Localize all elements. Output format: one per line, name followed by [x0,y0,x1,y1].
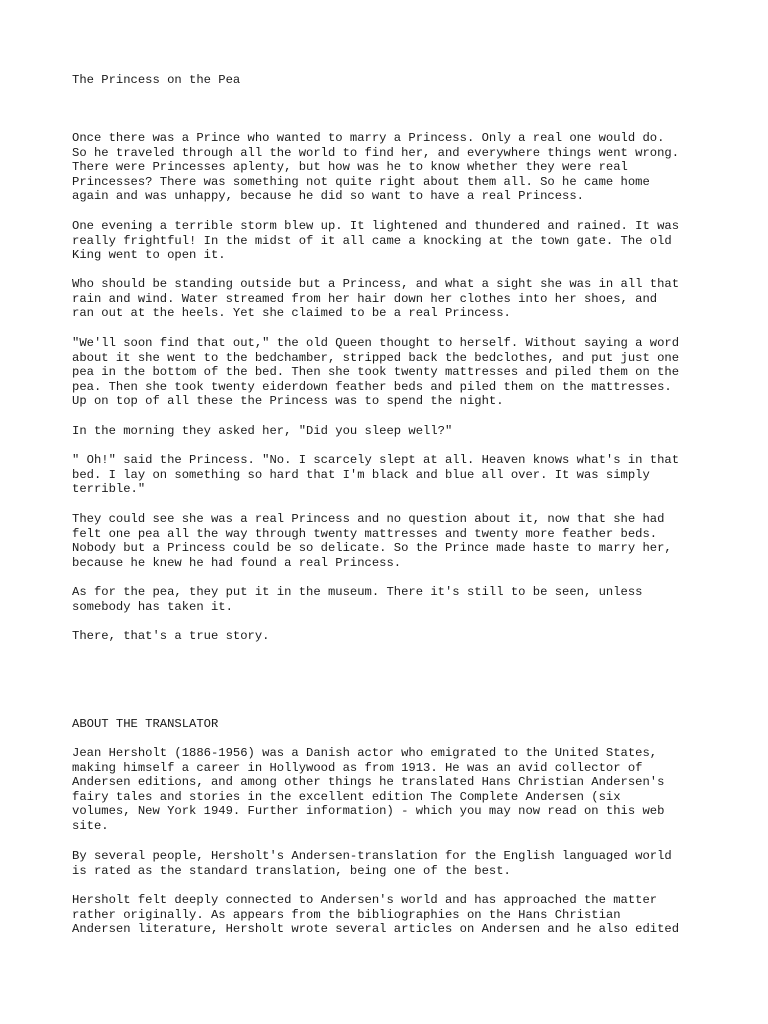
text-line: ran out at the heels. Yet she claimed to be a real Princess. [72,306,511,321]
text-line: bed. I lay on something so hard that I'm black and blue all over. It was simply [72,467,650,482]
text-line: pea. Then she took twenty eiderdown feather beds and piled them on the mattresses. [72,379,672,394]
text-line: As for the pea, they put it in the museum. There it's still to be seen, unless [72,585,643,599]
text-line: terrible." [72,482,146,497]
text-line: There, that's a true story. [72,629,270,643]
text-line: pea in the bottom of the bed. Then she took twenty mattresses and piled them on the [72,365,680,380]
story-paragraph-2 [72,219,679,263]
text-line: One evening a terrible storm blew up. It lightened and thundered and rained. It was [72,219,680,233]
text-line: Nobody but a Princess could be so delicate. So the Prince made haste to marry her, [72,541,672,556]
text-line: So he traveled through all the world to find her, and everywhere things went wrong. [72,145,680,160]
text-line: Andersen editions, and among other things he translated Hans Christian Andersen's [72,775,665,790]
text-line: felt one pea all the way through twenty mattresses and twenty more feather beds. [72,526,658,541]
text-line: making himself a career in Hollywood as from 1913. He was an avid collector of [72,760,643,775]
story-paragraph-7 [72,512,672,570]
translator-paragraph-2 [72,849,672,878]
text-line: again and was unhappy, because he did so want to have a real Princess. [72,189,584,204]
text-line: about it she went to the bedchamber, stripped back the bedclothes, and put just one [72,350,680,365]
story-paragraph-8 [72,585,642,614]
text-line: really frightful! In the midst of it all came a knocking at the town gate. The old [72,233,672,248]
text-line: There were Princesses aplenty, but how was he to know whether they were real [72,160,628,175]
text-line: somebody has taken it. [72,599,233,614]
text-line: By several people, Hersholt's Andersen-translation for the English languaged world [72,849,672,863]
text-line: rather originally. As appears from the bibliographies on the Hans Christian [72,907,621,922]
story-paragraph-9 [72,629,269,644]
translator-heading: ABOUT THE TRANSLATOR [72,717,219,731]
story-paragraph-1 [72,131,679,204]
text-line: King went to open it. [72,248,226,263]
text-line: Up on top of all these the Princess was to spend the night. [72,394,504,409]
text-line: Jean Hersholt (1886-1956) was a Danish actor who emigrated to the United States, [72,746,658,760]
text-line: In the morning they asked her, "Did you sleep well?" [72,424,453,438]
text-line: Who should be standing outside but a Princess, and what a sight she was in all that [72,277,680,291]
story-title: The Princess on the Pea [72,73,241,87]
story-paragraph-5 [72,424,452,439]
text-line: fairy tales and stories in the excellent edition The Complete Andersen (six [72,789,621,804]
text-line: volumes, New York 1949. Further information) - which you may now read on this web [72,804,665,819]
text-line: They could see she was a real Princess and no question about it, now that she had [72,512,665,526]
text-line: site. [72,818,109,833]
translator-paragraph-3 [72,893,679,937]
text-line: " Oh!" said the Princess. "No. I scarcely slept at all. Heaven knows what's in that [72,453,680,467]
story-paragraph-6 [72,453,679,497]
translator-paragraph-1 [72,746,664,834]
text-line: Princesses? There was something not quite right about them all. So he came home [72,174,650,189]
text-line: rain and wind. Water streamed from her hair down her clothes into her shoes, and [72,291,658,306]
text-line: Hersholt felt deeply connected to Andersen's world and has approached the matter [72,893,658,907]
story-paragraph-3 [72,277,679,321]
text-line: Andersen literature, Hersholt wrote several articles on Andersen and he also edited [72,922,680,937]
text-line: because he knew he had found a real Princess. [72,555,402,570]
text-line: Once there was a Prince who wanted to marry a Princess. Only a real one would do. [72,131,665,145]
text-line: "We'll soon find that out," the old Queen thought to herself. Without saying a word [72,336,680,350]
story-paragraph-4 [72,336,679,409]
text-line: is rated as the standard translation, being one of the best. [72,863,511,878]
